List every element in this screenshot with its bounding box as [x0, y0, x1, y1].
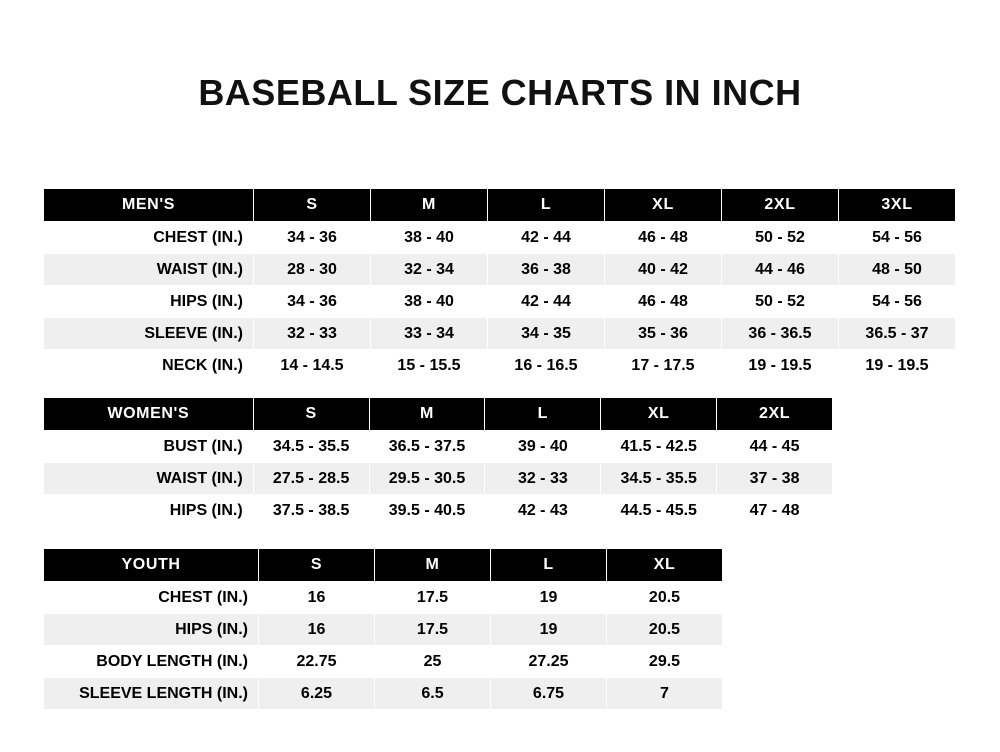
- womens-size-table: [43, 397, 833, 527]
- cell: 50 - 52: [722, 286, 839, 318]
- cell: 6.5: [375, 678, 491, 710]
- cell: 46 - 48: [605, 222, 722, 254]
- cell: 16: [259, 582, 375, 614]
- cell: 38 - 40: [371, 286, 488, 318]
- cell: 19 - 19.5: [722, 350, 839, 382]
- cell: 19: [491, 614, 607, 646]
- youth-size-table: [43, 548, 723, 710]
- cell: 34 - 36: [254, 286, 371, 318]
- table-row: [44, 350, 956, 382]
- cell: 16: [259, 614, 375, 646]
- youth-header-category: YOUTH: [44, 549, 259, 582]
- youth-header-s: S: [259, 549, 375, 582]
- womens-header-xl: XL: [601, 398, 717, 431]
- table-row: [44, 254, 956, 286]
- youth-header-xl: XL: [607, 549, 723, 582]
- cell: 25: [375, 646, 491, 678]
- womens-header-s: S: [253, 398, 369, 431]
- cell: 32 - 33: [485, 463, 601, 495]
- row-label: NECK (IN.): [44, 350, 254, 382]
- cell: 38 - 40: [371, 222, 488, 254]
- row-label: BUST (IN.): [44, 431, 254, 463]
- cell: 32 - 34: [371, 254, 488, 286]
- youth-header-m: M: [375, 549, 491, 582]
- cell: 7: [607, 678, 723, 710]
- table-row: [44, 222, 956, 254]
- mens-size-table: [43, 188, 956, 382]
- row-label: HIPS (IN.): [44, 286, 254, 318]
- table-row: [44, 495, 833, 527]
- youth-size-table-wrapper: [43, 548, 723, 710]
- cell: 29.5: [607, 646, 723, 678]
- cell: 27.25: [491, 646, 607, 678]
- table-row: [44, 286, 956, 318]
- cell: 48 - 50: [839, 254, 956, 286]
- mens-header-l: L: [488, 189, 605, 222]
- row-label: SLEEVE LENGTH (IN.): [44, 678, 259, 710]
- cell: 17 - 17.5: [605, 350, 722, 382]
- cell: 36 - 38: [488, 254, 605, 286]
- cell: 34.5 - 35.5: [253, 431, 369, 463]
- youth-table-body: [44, 582, 723, 710]
- womens-header-m: M: [369, 398, 485, 431]
- cell: 36.5 - 37: [839, 318, 956, 350]
- cell: 54 - 56: [839, 222, 956, 254]
- cell: 47 - 48: [717, 495, 833, 527]
- womens-header-l: L: [485, 398, 601, 431]
- cell: 20.5: [607, 614, 723, 646]
- mens-table-body: [44, 222, 956, 382]
- mens-header-3xl: 3XL: [839, 189, 956, 222]
- cell: 6.25: [259, 678, 375, 710]
- table-header-row: [44, 189, 956, 222]
- mens-header-category: MEN'S: [44, 189, 254, 222]
- mens-size-table-wrapper: [43, 188, 957, 382]
- mens-table-header: [44, 189, 956, 222]
- cell: 33 - 34: [371, 318, 488, 350]
- cell: 34 - 36: [254, 222, 371, 254]
- row-label: WAIST (IN.): [44, 463, 254, 495]
- mens-header-s: S: [254, 189, 371, 222]
- youth-table-header: [44, 549, 723, 582]
- womens-header-2xl: 2XL: [717, 398, 833, 431]
- page-title: BASEBALL SIZE CHARTS IN INCH: [198, 72, 802, 113]
- row-label: HIPS (IN.): [44, 614, 259, 646]
- cell: 36.5 - 37.5: [369, 431, 485, 463]
- row-label: CHEST (IN.): [44, 222, 254, 254]
- womens-table-header: [44, 398, 833, 431]
- cell: 46 - 48: [605, 286, 722, 318]
- cell: 20.5: [607, 582, 723, 614]
- row-label: WAIST (IN.): [44, 254, 254, 286]
- cell: 19: [491, 582, 607, 614]
- mens-header-xl: XL: [605, 189, 722, 222]
- cell: 17.5: [375, 582, 491, 614]
- cell: 17.5: [375, 614, 491, 646]
- cell: 32 - 33: [254, 318, 371, 350]
- cell: 22.75: [259, 646, 375, 678]
- cell: 15 - 15.5: [371, 350, 488, 382]
- cell: 42 - 44: [488, 222, 605, 254]
- womens-size-table-wrapper: [43, 397, 833, 527]
- cell: 42 - 43: [485, 495, 601, 527]
- table-row: [44, 318, 956, 350]
- cell: 37.5 - 38.5: [253, 495, 369, 527]
- cell: 16 - 16.5: [488, 350, 605, 382]
- table-row: [44, 614, 723, 646]
- row-label: BODY LENGTH (IN.): [44, 646, 259, 678]
- cell: 34.5 - 35.5: [601, 463, 717, 495]
- table-row: [44, 431, 833, 463]
- cell: 35 - 36: [605, 318, 722, 350]
- cell: 36 - 36.5: [722, 318, 839, 350]
- cell: 44.5 - 45.5: [601, 495, 717, 527]
- cell: 34 - 35: [488, 318, 605, 350]
- womens-table-body: [44, 431, 833, 527]
- cell: 42 - 44: [488, 286, 605, 318]
- womens-header-category: WOMEN'S: [44, 398, 254, 431]
- cell: 37 - 38: [717, 463, 833, 495]
- cell: 41.5 - 42.5: [601, 431, 717, 463]
- cell: 44 - 46: [722, 254, 839, 286]
- row-label: SLEEVE (IN.): [44, 318, 254, 350]
- cell: 29.5 - 30.5: [369, 463, 485, 495]
- cell: 6.75: [491, 678, 607, 710]
- mens-header-m: M: [371, 189, 488, 222]
- youth-header-l: L: [491, 549, 607, 582]
- cell: 19 - 19.5: [839, 350, 956, 382]
- cell: 28 - 30: [254, 254, 371, 286]
- cell: 50 - 52: [722, 222, 839, 254]
- table-row: [44, 463, 833, 495]
- cell: 40 - 42: [605, 254, 722, 286]
- cell: 44 - 45: [717, 431, 833, 463]
- cell: 39 - 40: [485, 431, 601, 463]
- cell: 14 - 14.5: [254, 350, 371, 382]
- cell: 39.5 - 40.5: [369, 495, 485, 527]
- cell: 54 - 56: [839, 286, 956, 318]
- table-header-row: [44, 398, 833, 431]
- table-header-row: [44, 549, 723, 582]
- row-label: HIPS (IN.): [44, 495, 254, 527]
- mens-header-2xl: 2XL: [722, 189, 839, 222]
- table-row: [44, 582, 723, 614]
- cell: 27.5 - 28.5: [253, 463, 369, 495]
- row-label: CHEST (IN.): [44, 582, 259, 614]
- table-row: [44, 646, 723, 678]
- table-row: [44, 678, 723, 710]
